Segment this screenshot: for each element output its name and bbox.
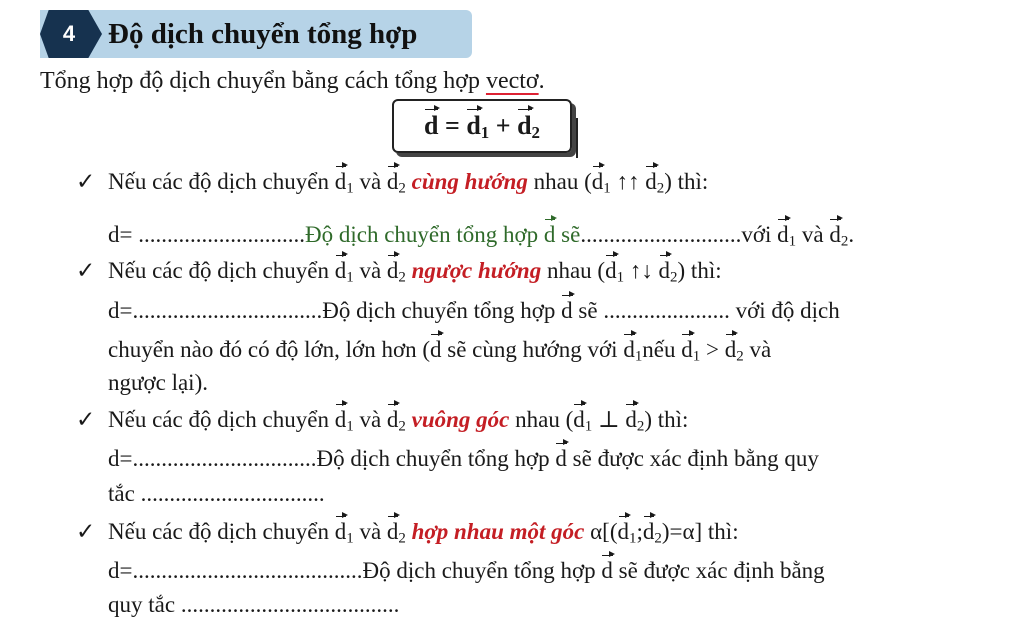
item-2-heading: Nếu các độ dịch chuyển $d_1$ và $d_2$ ngược hướng nhau ($d_1$ ↑↓ $d_2$) thì: xyxy=(108,254,722,288)
item-1-heading: Nếu các độ dịch chuyển $d_1$ và $d_2$ cùng hướng nhau ($d_1$ ↑↑ $d_2$) thì: xyxy=(108,165,708,199)
formula-sub-1: 1 xyxy=(480,123,490,143)
item-2-explanation-end: ngược lại). xyxy=(108,370,208,395)
check-icon: ✓ xyxy=(76,519,96,544)
item-4-keyword: hợp nhau một góc xyxy=(411,519,585,544)
check-icon: ✓ xyxy=(76,258,96,283)
section-title: Độ dịch chuyển tổng hợp xyxy=(108,18,418,50)
intro-text xyxy=(40,64,545,98)
item-2-keyword: ngược hướng xyxy=(411,258,542,283)
item-1-fill-line: d= .............................Độ dịch chuyển tổng hợp d sẽ............................với $d_1$ và $d_2$. xyxy=(108,218,854,252)
item-4-fill-line: d=........................................Độ dịch chuyển tổng hợp d sẽ được xác định bằng xyxy=(108,554,825,588)
intro-underlined-word: vectơ xyxy=(485,68,539,94)
item-2-explanation: chuyển nào đó có độ lớn, lớn hơn (d sẽ cùng hướng với $d_1nếu$ $d_1 > d_2$ và xyxy=(108,333,771,367)
section-number: 4 xyxy=(62,21,76,46)
item-3-fill-line: d=................................Độ dịch chuyển tổng hợp d sẽ được xác định bằng quy xyxy=(108,442,819,476)
check-icon: ✓ xyxy=(76,407,96,432)
item-4-rule-line: quy tắc ...................................... xyxy=(108,592,400,617)
item-3-heading: Nếu các độ dịch chuyển $d_1$ và $d_2$ vuông góc nhau ($d_1$ ⊥ $d_2$) thì: xyxy=(108,403,688,437)
intro-before: Tổng hợp độ dịch chuyển bằng cách tổng hợp xyxy=(40,68,486,94)
formula-plus: + xyxy=(489,111,518,140)
vector-d1: d xyxy=(466,108,480,144)
text-cursor xyxy=(576,118,578,158)
vector-d2: d xyxy=(517,108,531,144)
check-icon: ✓ xyxy=(76,169,96,194)
item-3-keyword: vuông góc xyxy=(411,407,510,432)
item-3-rule-line: tắc ................................ xyxy=(108,481,325,506)
formula-equals: = xyxy=(438,111,467,140)
vector-d: d xyxy=(424,108,438,144)
formula xyxy=(394,108,570,144)
item-1-keyword: cùng hướng xyxy=(411,169,528,194)
item-2-fill-line: d=.................................Độ dịch chuyển tổng hợp d sẽ ...................... với độ dịch xyxy=(108,294,840,328)
formula-sub-2: 2 xyxy=(531,123,540,143)
formula-box xyxy=(392,99,572,153)
item-4-heading: Nếu các độ dịch chuyển $d_1$ và $d_2$ hợp nhau một góc $\alpha[(d_1;d_2)=\alpha]$ thì: xyxy=(108,515,739,549)
intro-after: . xyxy=(538,68,545,94)
